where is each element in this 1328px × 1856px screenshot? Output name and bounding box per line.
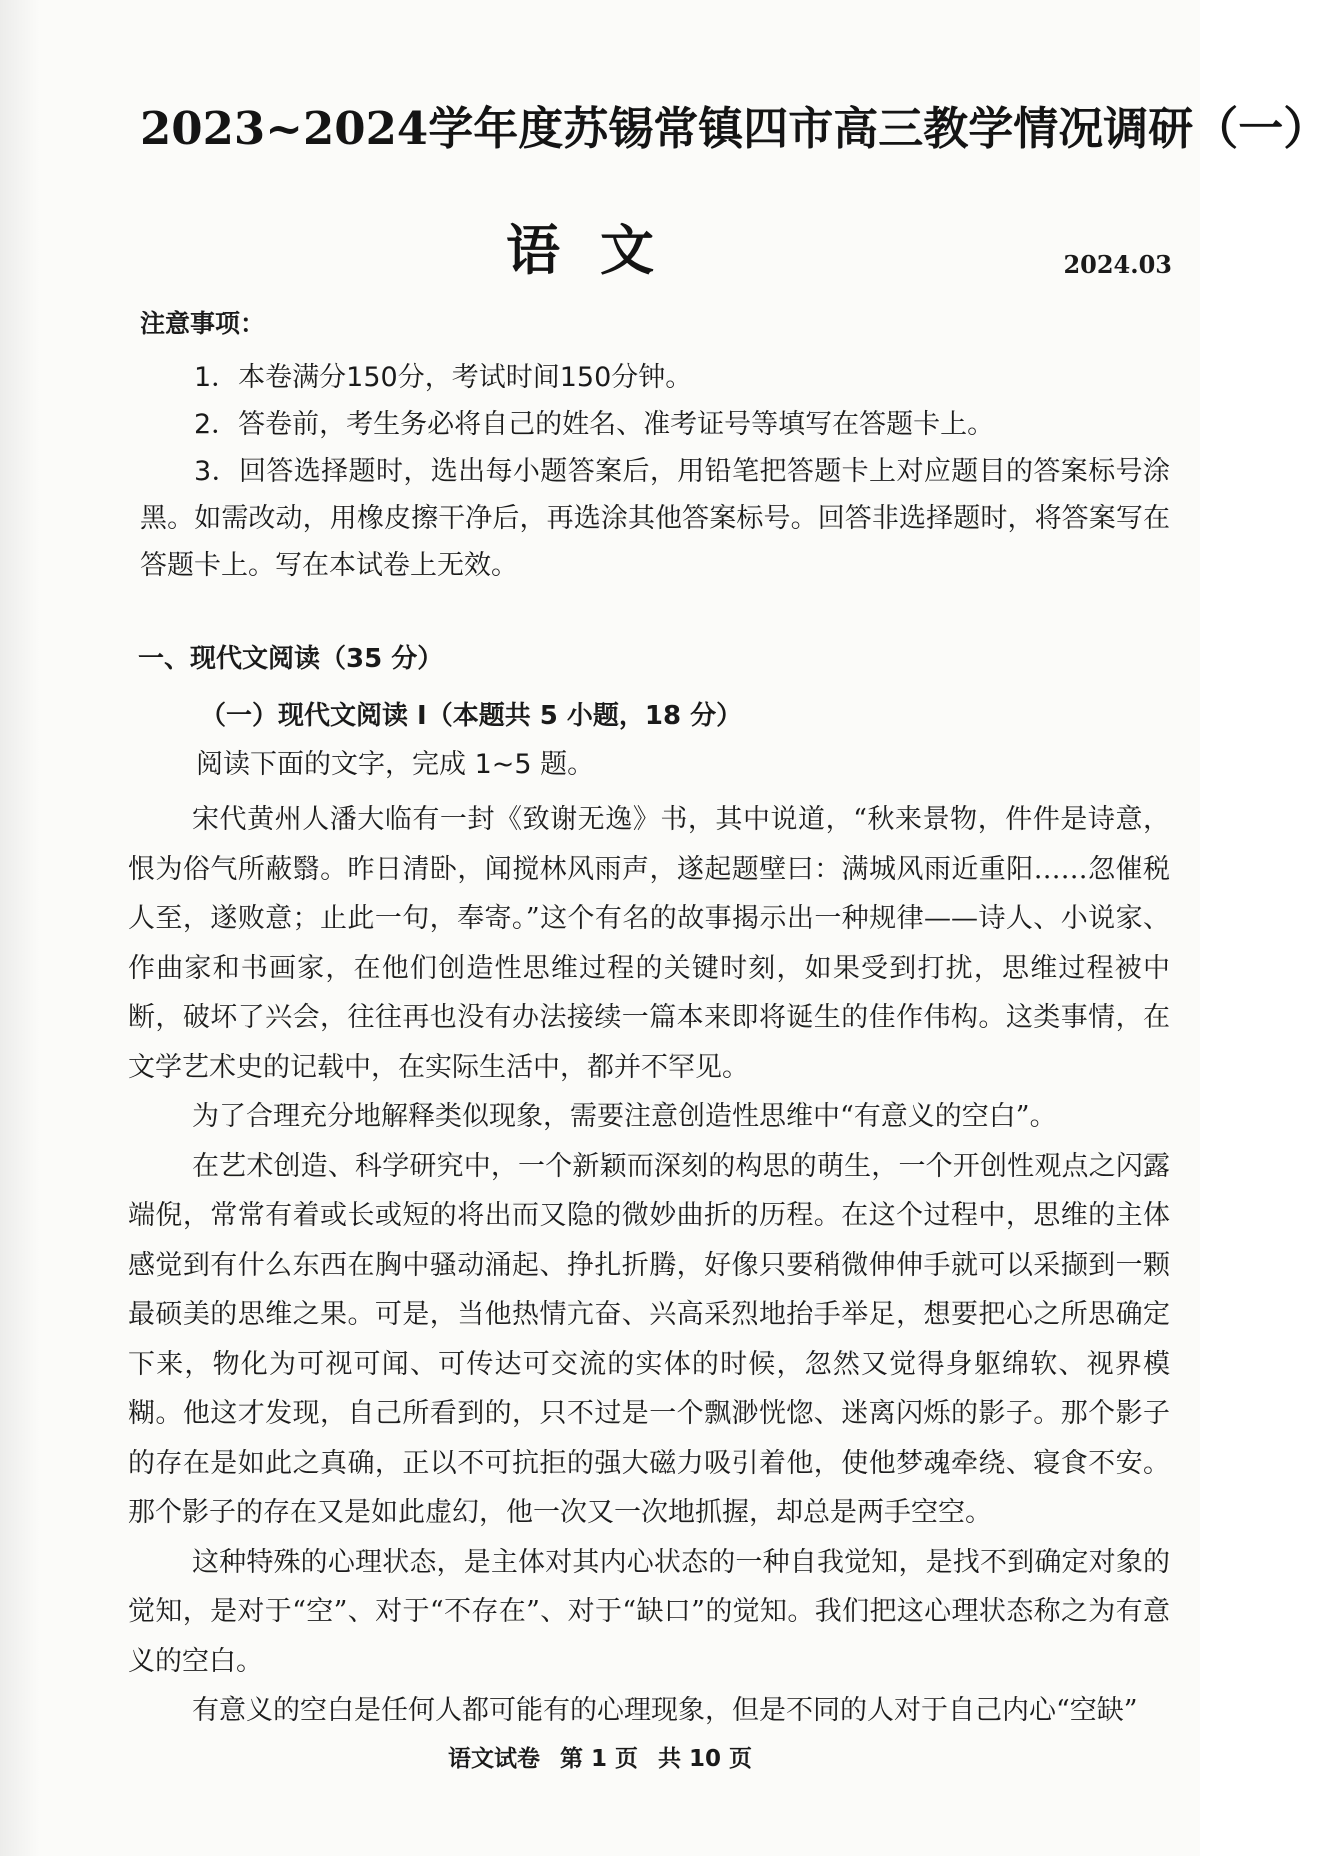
notice-list (140, 354, 1170, 589)
reading-instruction: 阅读下面的文字，完成 1~5 题。 (196, 749, 595, 780)
footer-total-pages: 共 10 页 (658, 1746, 753, 1772)
page-footer (0, 1740, 1200, 1773)
passage-paragraph: 为了合理充分地解释类似现象，需要注意创造性思维中“有意义的空白”。 (192, 1101, 1057, 1132)
exam-title: 2023~2024学年度苏锡常镇四市高三教学情况调研（一） (140, 102, 1328, 155)
footer-page-number: 第 1 页 (559, 1746, 638, 1772)
passage-paragraph: 有意义的空白是任何人都可能有的心理现象，但是不同的人对于自己内心“空缺” (192, 1695, 1138, 1726)
subsection-heading: （一）现代文阅读 I（本题共 5 小题，18 分） (200, 701, 743, 731)
notice-item: 3．回答选择题时，选出每小题答案后，用铅笔把答题卡上对应题目的答案标号涂黑。如需改动，用橡皮擦干净后，再选涂其他答案标号。回答非选择题时，将答案写在答题卡上。写在本试卷上无效。 (140, 456, 1170, 581)
notice-heading: 注意事项： (140, 309, 266, 338)
notice-item: 2．答卷前，考生务必将自己的姓名、准考证号等填写在答题卡上。 (194, 409, 995, 440)
footer-subject: 语文试卷 (447, 1746, 540, 1772)
passage-paragraph: 这种特殊的心理状态，是主体对其内心状态的一种自我觉知，是找不到确定对象的觉知，是对于“空”、对于“不存在”、对于“缺口”的觉知。我们把这心理状态称之为有意义的空白。 (128, 1546, 1170, 1677)
section-heading: 一、现代文阅读（35 分） (138, 644, 444, 674)
reading-passage (128, 795, 1170, 1736)
notice-item: 1．本卷满分150分，考试时间150分钟。 (194, 362, 693, 393)
subject-title: 语文 (506, 218, 694, 282)
exam-date: 2024.03 (1063, 250, 1172, 279)
passage-paragraph: 在艺术创造、科学研究中，一个新颖而深刻的构思的萌生，一个开创性观点之闪露端倪，常常有着或长或短的将出而又隐的微妙曲折的历程。在这个过程中，思维的主体感觉到有什么东西在胸中骚动涌起、挣扎折腾，好像只要稍微伸伸手就可以采撷到一颗最硕美的思维之果。可是，当他热情亢奋、兴高采烈地抬手举足，想要把心之所思确定下来，物化为可视可闻、可传达可交流的实体的时候，忽然又觉得身躯绵软、视界模糊。他这才发现，自己所看到的，只不过是一个飘渺恍惚、迷离闪烁的影子。那个影子的存在是如此之真确，正以不可抗拒的强大磁力吸引着他，使他梦魂牵绕、寝食不安。那个影子的存在又是如此虚幻，他一次又一次地抓握，却总是两手空空。 (128, 1150, 1170, 1528)
passage-paragraph: 宋代黄州人潘大临有一封《致谢无逸》书，其中说道，“秋来景物，件件是诗意，恨为俗气所蔽翳。昨日清卧，闻搅林风雨声，遂起题壁曰：满城风雨近重阳……忽催税人至，遂败意；止此一句，奉寄。”这个有名的故事揭示出一种规律——诗人、小说家、作曲家和书画家，在他们创造性思维过程的关键时刻，如果受到打扰，思维过程被中断，破坏了兴会，往往再也没有办法接续一篇本来即将诞生的佳作伟构。这类事情，在文学艺术史的记载中，在实际生活中，都并不罕见。 (128, 804, 1170, 1083)
